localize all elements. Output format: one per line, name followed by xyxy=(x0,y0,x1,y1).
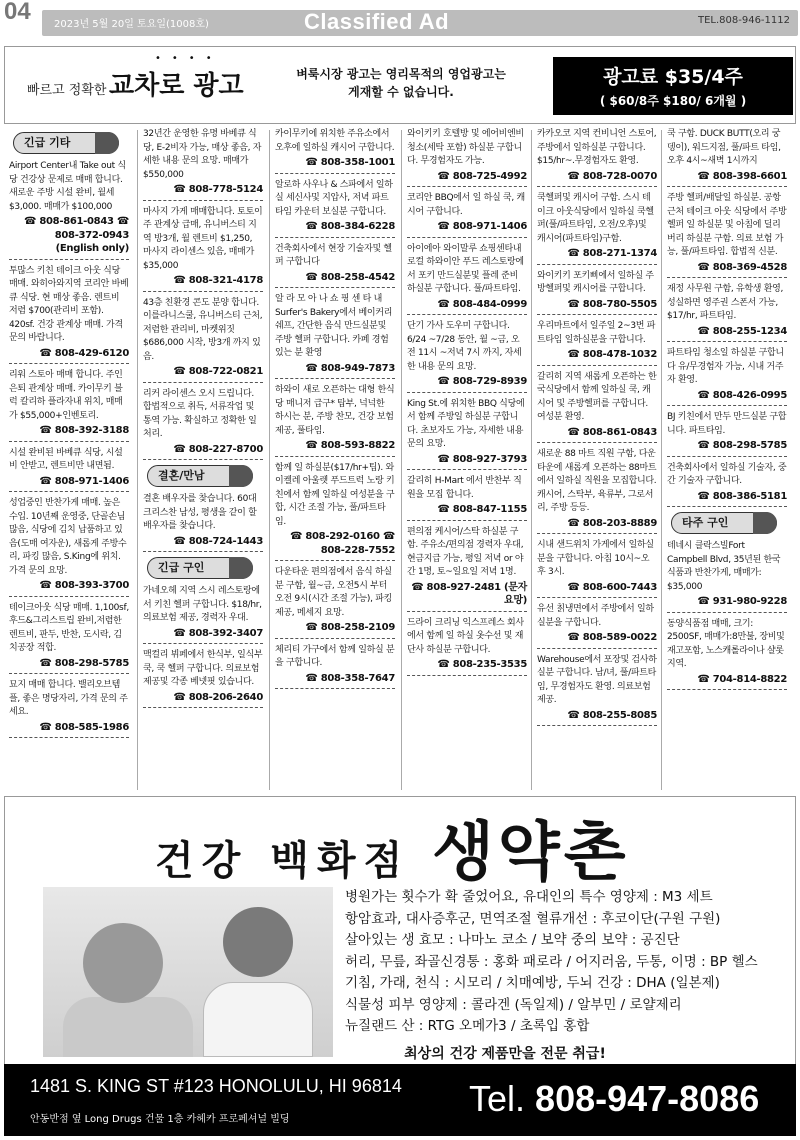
product-line: 허리, 무릎, 좌골신경통 : 홍화 패로라 / 어지러움, 두통, 이명 : BP 헬스 xyxy=(345,953,758,970)
classified-ad xyxy=(407,128,527,187)
page-header xyxy=(0,0,800,40)
store-phone xyxy=(469,1078,759,1120)
ad-text: 성업중인 반찬가게 매매. 높은 수입. 10년째 운영중, 단골손님 많음, 식당에 김치 납품하고 있음(도매 여자운), 새롭게 주방수리, 파킹 많음, S.King에 위치. 가격 문의 요망. xyxy=(9,498,127,576)
ad-phone: ☎ 808-271-1374 xyxy=(567,248,657,259)
store-name: 생약촌 xyxy=(432,815,630,890)
product-line: 병원가는 횟수가 확 줄었어요, 유대인의 특수 영양제 : M3 세트 xyxy=(345,889,713,905)
classified-ad xyxy=(667,347,787,406)
ad-text: BJ 키친에서 만두 만드실분 구합니다. 파트타임. xyxy=(667,412,787,436)
classified-ad xyxy=(407,320,527,393)
classified-ad xyxy=(407,617,527,676)
ad-text: 재정 사무원 구함, 유학생 환영, 성실하면 영주권 스폰서 가능, $17/hr, 파트타임. xyxy=(667,284,784,321)
classified-ad xyxy=(407,398,527,471)
ad-text: 시설 완비된 바베큐 식당, 시설비 안받고, 렌트비만 내면됨. xyxy=(9,447,123,471)
ad-text: 하와이 새로 오픈하는 대형 한식당 매니저 급구* 탑부, 넉넉한 하시는 분, 주방 찬모, 건강 보험 제공, 풀타임. xyxy=(275,385,395,436)
classified-ad xyxy=(407,526,527,612)
column-divider xyxy=(661,130,662,790)
tel-prefix: Tel. xyxy=(469,1078,526,1119)
ad-phone: ☎ 808-949-7873 xyxy=(305,362,395,374)
classified-ad xyxy=(537,539,657,598)
column-6 xyxy=(664,128,790,695)
ad-phone: ☎ 808-927-2481 (문자 요망) xyxy=(411,581,527,606)
ad-text: 쿡헬퍼및 캐시어 구함. 스시 테이크 아웃식당에서 일하실 쿡헬퍼(풀/파트타임, 오전/오후)및 캐시어(파트타임)구함. xyxy=(537,193,654,244)
price-options: ( $60/8주 $180/ 6개월 ) xyxy=(599,94,747,108)
product-line: 항암효과, 대사증후군, 면역조절 혈류개선 : 후코이단(구원 구원) xyxy=(345,910,721,927)
ad-phone: ☎ 808-369-4528 xyxy=(697,261,787,273)
ad-text: 맥컬리 뷔페에서 한식부, 일식부 쿡, 쿡 헬퍼 구합니다. 의료보험 제공및 각종 베넷핏 있습니다. xyxy=(143,650,263,687)
ad-text: 알 라 모 아 나 쇼 핑 센 타 내 Surfer's Bakery에서 베이커리 쉐프, 간단한 음식 만드실분및 주방 헬퍼 구합니다. 카페 경험 있는 분 환영 xyxy=(275,294,393,358)
doctor-photo xyxy=(43,887,333,1057)
ad-text: 카카오코 지역 컨비니언 스토어, 주방에서 일하실분 구합니다. $15/hr~.무경험자도 환영. xyxy=(537,129,657,166)
ad-text: 테이크아웃 식당 매매. 1,100sf, 후드&그리스트립 완비,저렴한 렌트비, 판두, 반찬, 도시락, 김치공장 적합. xyxy=(9,602,129,653)
classified-ad xyxy=(275,128,395,174)
ad-text: King St.에 위치한 BBQ 식당에서 함께 주방일 하실분 구합니다. 초보자도 가능, 자세한 내용 문의 요망. xyxy=(407,398,525,449)
classified-ad xyxy=(667,128,787,187)
classified-ad xyxy=(537,448,657,534)
classified-ad xyxy=(143,649,263,708)
ad-phone: ☎ 808-971-1406 xyxy=(437,221,527,232)
ad-text: 드라이 크리닝 익스프레스 회사에서 함께 일 하실 옷수선 및 재단사 하실분 구합니다. xyxy=(407,617,524,655)
classified-ad xyxy=(407,243,527,316)
classified-ad xyxy=(9,679,129,738)
classified-ad xyxy=(9,497,129,597)
ad-text: 체리티 가구에서 함께 일하실 분을 구합니다. xyxy=(275,644,395,668)
ad-phone: ☎ 808-484-0999 xyxy=(437,298,527,310)
column-divider xyxy=(269,130,270,790)
column-5 xyxy=(534,128,660,731)
ad-text: Airport Center내 Take out 식당 건강상 문제로 매매 합니다. 새로운 주방 시설 완비, 월세 $3,000. 매매가 $100,000 xyxy=(9,161,126,212)
classified-ad xyxy=(407,475,527,521)
ad-text: 파트타임 청소일 하실분 구합니다 유/무경험자 가능, 시내 거주자 환영. xyxy=(667,348,784,385)
ad-phone: ☎ 808-258-4542 xyxy=(305,271,395,283)
ad-phone: ☎ 808-358-7647 xyxy=(305,672,395,684)
ad-phone: ☎ 808-426-0995 xyxy=(697,389,787,401)
classified-ad xyxy=(537,320,657,366)
classified-ad xyxy=(275,293,395,379)
ad-phone: ☎ 808-206-2640 xyxy=(173,691,263,703)
ad-phone: ☎ 808-722-0821 xyxy=(173,366,263,377)
classified-ad xyxy=(537,128,657,187)
ad-text: 갈리히 지역 새롭게 오픈하는 한국식당에서 함께 일하실 쿡, 캐시어 및 주방헬퍼를 구합니다. 여성분 환영. xyxy=(537,371,657,422)
section-tag: 타주 구인 xyxy=(671,512,777,534)
classified-ad xyxy=(537,603,657,649)
header-tel: TEL.808-946-1112 xyxy=(697,15,790,26)
ad-headline xyxy=(155,801,630,893)
notice-line-1: 벼룩시장 광고는 영리목적의 영업광고는 xyxy=(296,67,506,81)
ad-phone: ☎ 808-393-3700 xyxy=(39,580,129,591)
classified-ad xyxy=(667,283,787,342)
ad-text: 카이무키에 위치한 주유소에서 오후에 일하실 캐시어 구합니다. xyxy=(275,129,395,153)
ad-head-text: 건강 백화점 xyxy=(155,838,411,884)
classified-ad xyxy=(9,602,129,675)
ad-text: 알로하 사우나 & 스파에서 일하실 세신사및 지압사, 저녁 파트타임 카운터 보실분 구합니다. xyxy=(275,179,393,217)
banner-dots: •••• xyxy=(155,53,223,64)
classified-ad xyxy=(667,192,787,278)
ad-text: 주방 헬퍼/배달일 하실분. 공항근처 테이크 아웃 식당에서 주방 헬퍼 일 하실분 및 아침에 딜리버리 하실분 구함. 의료 보험 가능, 풀/파트타임. 합법적 신분. xyxy=(667,193,787,257)
product-line: 기침, 가래, 천식 : 시모리 / 치매예방, 두뇌 건강 : DHA (일본제) xyxy=(345,975,720,991)
ad-phone: ☎ 808-255-1234 xyxy=(697,325,787,337)
classified-ad xyxy=(143,128,263,201)
store-address: 1481 S. KING ST #123 HONOLULU, HI 96814 xyxy=(30,1076,402,1096)
ad-phone: ☎ 808-724-1443 xyxy=(173,535,263,547)
column-divider xyxy=(137,130,138,790)
ad-phone: ☎ 808-235-3535 xyxy=(437,659,527,670)
ad-text: 리워 스토아 매매 합니다. 주인 은퇴 관계상 매매. 카이무키 블럭 칼리하 플라자내 위치, 매매가 $55,000+인벤토리. xyxy=(9,370,123,421)
ad-phone: ☎ 808-358-1001 xyxy=(305,157,395,168)
ad-text: 우리마트에서 일주일 2~3번 파트타임 일하실분을 구합니다. xyxy=(537,321,656,345)
classified-ad xyxy=(407,192,527,238)
classified-banner xyxy=(4,46,796,124)
ad-phone: ☎ 808-589-0022 xyxy=(567,632,657,643)
classified-ad xyxy=(537,270,657,316)
ad-text: 43층 친환경 콘도 분양 합니다. 이를라니스쿨, 유니버스티 근처, 저렴한 관리비, 마켓위짓 $686,000 시작, 방3개 까지 있음. xyxy=(143,297,263,362)
ad-phone: ☎ 808-398-6601 xyxy=(697,170,787,182)
section-title: Classified Ad xyxy=(304,9,450,34)
ad-text: 건축회사에서 일하실 기술자, 중간 기술자 구합니다. xyxy=(667,462,787,486)
section-tag: 긴급 기타 xyxy=(13,132,119,154)
ad-text: 가네오헤 지역 스시 레스토랑에서 키친 헬퍼 구합니다. $18/hr, 의료보험 제공, 경력자 우대. xyxy=(143,586,262,623)
ad-phone: ☎ 808-255-8085 xyxy=(567,709,657,721)
ad-phone: ☎ 808-321-4178 xyxy=(173,275,263,286)
ad-text: 와이키키 포키삐에서 일하실 주방헬퍼및 캐시어를 구합니다. xyxy=(537,270,654,294)
classified-ad xyxy=(667,618,787,691)
price-main: 광고료 $35/4주 xyxy=(603,66,743,88)
ad-phone: ☎ 808-392-3188 xyxy=(39,425,129,436)
classified-ad xyxy=(9,160,129,260)
ad-phone: ☎ 808-258-2109 xyxy=(305,622,395,633)
section-tag: 긴급 구인 xyxy=(147,557,253,579)
ad-phone: ☎ 808-203-8889 xyxy=(567,517,657,529)
classified-ad xyxy=(537,192,657,265)
ad-phone: ☎ 808-298-5785 xyxy=(39,657,129,669)
classified-ad xyxy=(9,369,129,442)
ad-text: 와이키키 호텔방 및 에어비엔비 청소(세탁 포함) 하실분 구합니다. 무경험자도 가능. xyxy=(407,129,524,166)
classified-ad xyxy=(9,265,129,365)
ad-phone: ☎ 808-429-6120 xyxy=(39,347,129,359)
issue-date: 2023년 5월 20일 토요일(1008호) xyxy=(54,19,209,30)
column-divider xyxy=(531,130,532,790)
product-line: 뉴질랜드 산 : RTG 오메가3 / 초록입 홍합 xyxy=(345,1018,590,1034)
ad-phone: ☎ 704-814-8822 xyxy=(697,673,787,685)
ad-phone: ☎ 808-298-5785 xyxy=(697,440,787,451)
tel-number: 808-947-8086 xyxy=(535,1078,760,1119)
column-4 xyxy=(404,128,530,681)
section-tag: 결혼/만남 xyxy=(147,465,253,487)
column-1 xyxy=(6,128,132,743)
price-box xyxy=(553,57,793,115)
ad-phone: ☎ 808-585-1986 xyxy=(39,721,129,733)
ad-text: 투많스 키친 테이크 아웃 식당 매매. 와히아와지역 코리안 바베큐 식당. 현 매상 좋음. 렌트비 저렴 $700(관리비 포함). 420sf. 건강 관계상 매매. 가격 문의 바랍니다. xyxy=(9,265,129,343)
ad-phone: ☎ 808-386-5181 xyxy=(697,490,787,502)
ad-text: 건축회사에서 현장 기술자및 헬퍼 구합니다 xyxy=(275,243,392,267)
classified-ad xyxy=(9,447,129,493)
store-location-note: 안동반점 옆 Long Drugs 건물 1층 카헤카 프로페셔널 빌딩 xyxy=(30,1114,290,1125)
ad-phone: ☎ 808-861-0843 xyxy=(567,426,657,438)
page-number: 04 xyxy=(4,0,31,25)
ad-text: 편의점 케시어/스탁 하실분 구함. 주유소/편의점 경력자 우대, 현금지급 가능, 평일 저녁 or 야간 1명, 토~일요일 저녁 1명. xyxy=(407,526,524,577)
ad-text: 유선 칡냉면에서 주방에서 일하실분을 구합니다. xyxy=(537,604,654,628)
ad-phone: ☎ 808-593-8822 xyxy=(305,440,395,451)
ad-text: 묘지 매매 합니다. 밸리오브템플, 좋은 명당자리, 가격 문의 주세요. xyxy=(9,680,128,717)
column-divider xyxy=(401,130,402,790)
product-line: 살아있는 생 효모 : 나마노 코소 / 보약 중의 보약 : 공진단 xyxy=(345,932,680,948)
ad-phone: ☎ 808-728-0070 xyxy=(567,170,657,182)
ad-text: 마사지 가게 매매합니다. 토토이주 관계상 급매, 유니버스티 지역 방3개, 월 렌트비 $1,250, 마사지 라이센스 있음, 매매가 $35,000 xyxy=(143,206,263,271)
classified-ad xyxy=(275,243,395,289)
ad-phone: ☎ 931-980-9228 xyxy=(697,596,787,607)
ad-phone: ☎ 808-971-1406 xyxy=(39,475,129,487)
ad-text: 다운타운 편의점에서 음식 하실분 구함, 월~금, 오전5시 부터 오전 9시(시간 조절 가능), 파킹제공, 메세지 요망. xyxy=(275,567,392,618)
column-3 xyxy=(272,128,398,694)
classified-ad xyxy=(275,566,395,639)
ad-phone: ☎ 808-729-8939 xyxy=(437,376,527,387)
classified-ad xyxy=(275,179,395,238)
ad-text: 함께 일 하실분($17/hr+팁). 와이켈레 아울렛 푸드트럭 노랑 키친에서 함께 일하실 여성분을 구합, 시간 조절 가능, 풀/파트타임. xyxy=(275,462,395,527)
ad-phone: ☎ 808-927-3793 xyxy=(437,453,527,465)
product-list xyxy=(345,887,775,1065)
classified-ad xyxy=(143,297,263,383)
ad-text: 결혼 배우자를 찾습니다. 60대 크리스찬 남성, 평생을 같이 할 배우자를 찾습니다. xyxy=(143,494,257,531)
banner-title: 교차로 광고 xyxy=(109,71,244,101)
ad-slogan: 최상의 건강 제품만을 전문 취급! xyxy=(404,1045,606,1062)
banner-notice xyxy=(281,65,521,101)
classified-ad xyxy=(667,540,787,613)
product-line: 식물성 피부 영양제 : 콜라겐 (독일제) / 알부민 / 로얄제리 xyxy=(345,996,682,1013)
ad-phone: ☎ 808-478-1032 xyxy=(567,349,657,360)
classified-ad xyxy=(143,388,263,461)
ad-phone: ☎ 808-292-0160 ☎ 808-228-7552 xyxy=(290,531,395,556)
classified-ad xyxy=(667,411,787,457)
ad-text: 테네시 클락스빌Fort Campbell Blvd, 35년된 한국식품과 반찬가게, 매매가: $35,000 xyxy=(667,541,781,592)
classified-ad xyxy=(537,654,657,727)
notice-line-2: 게재할 수 없습니다. xyxy=(348,85,454,99)
classified-ad xyxy=(143,493,263,552)
ad-phone: ☎ 808-780-5505 xyxy=(567,298,657,310)
classified-ad xyxy=(275,384,395,457)
classified-ad xyxy=(275,644,395,690)
ad-phone: ☎ 808-384-6228 xyxy=(305,221,395,232)
ad-phone: ☎ 808-847-1155 xyxy=(437,504,527,515)
classified-ad xyxy=(275,462,395,562)
ad-text: 단기 가사 도우미 구합니다. 6/24 ~7/28 동안, 월 ~금, 오전 11시 ~저녁 7시 까지, 자세한 내용 문의 요망. xyxy=(407,321,522,372)
ad-text: 동양식품점 매매, 크기: 2500SF, 매매가:8만불, 장비및 재고포함, 노스캐롤라이나 샬롯지역. xyxy=(667,618,785,669)
ad-phone: ☎ 808-778-5124 xyxy=(173,184,263,195)
ad-phone: ☎ 808-725-4992 xyxy=(437,170,527,182)
banner-tagline: 빠르고 정확한 xyxy=(27,83,107,98)
classified-ad xyxy=(667,462,787,508)
ad-text: 32년간 운영한 유명 바베큐 식당, E-2비자 가능, 매상 좋음, 자세한 내용 문의 요망. 매매가 $550,000 xyxy=(143,129,262,180)
ad-text: 갈리히 H-Mart 에서 반찬부 직원을 모집 합니다. xyxy=(407,476,522,500)
ad-text: 시내 샌드위치 가게에서 일하실 분을 구합니다. 아침 10시~오후 3시. xyxy=(537,540,654,577)
column-2 xyxy=(140,128,266,713)
ad-text: 리커 라이센스 오시 드립니다. 합법적으로 취득, 서류작업 및 통역 가능. 확실하고 정확한 일 처리. xyxy=(143,388,257,439)
ad-text: Warehouse에서 포장및 검사하실분 구합니다. 남/녀, 풀/파트타임, 무경험자도 환영. 의료보험 제공. xyxy=(537,654,657,705)
ad-phone: ☎ 808-392-3407 xyxy=(173,627,263,639)
ad-text: 쿡 구함. DUCK BUTT(오리 궁뎅이), 워드지점, 풀/파트 타임, 오후 4시~새벽 1시까지 xyxy=(667,129,781,166)
classified-ad xyxy=(143,206,263,292)
ad-text: 새로운 88 마트 직원 구함, 다운타운에 새롭게 오픈하는 88마트에서 일하실 직원을 모집합니다. 캐시어, 스탁부, 육류부, 그로서리, 주방 등등. xyxy=(537,449,657,513)
ad-phone: ☎ 808-227-8700 xyxy=(173,443,263,455)
ad-text: 아이에아 와이말루 쇼핑센타내 로컬 하와이안 푸드 레스토랑에서 포키 만드실분및 플레 준비 하실분 구합니다. 풀/파트타임. xyxy=(407,243,524,294)
ad-text: 코리안 BBQ에서 일 하실 쿡, 캐시어 구합니다. xyxy=(407,193,525,217)
ad-phone: ☎ 808-600-7443 xyxy=(567,581,657,593)
classified-ad xyxy=(143,585,263,644)
classified-ad xyxy=(537,371,657,444)
ad-phone: ☎ 808-861-0843 ☎ 808-372-0943 (English only) xyxy=(24,216,129,254)
ad-footer xyxy=(4,1064,796,1136)
